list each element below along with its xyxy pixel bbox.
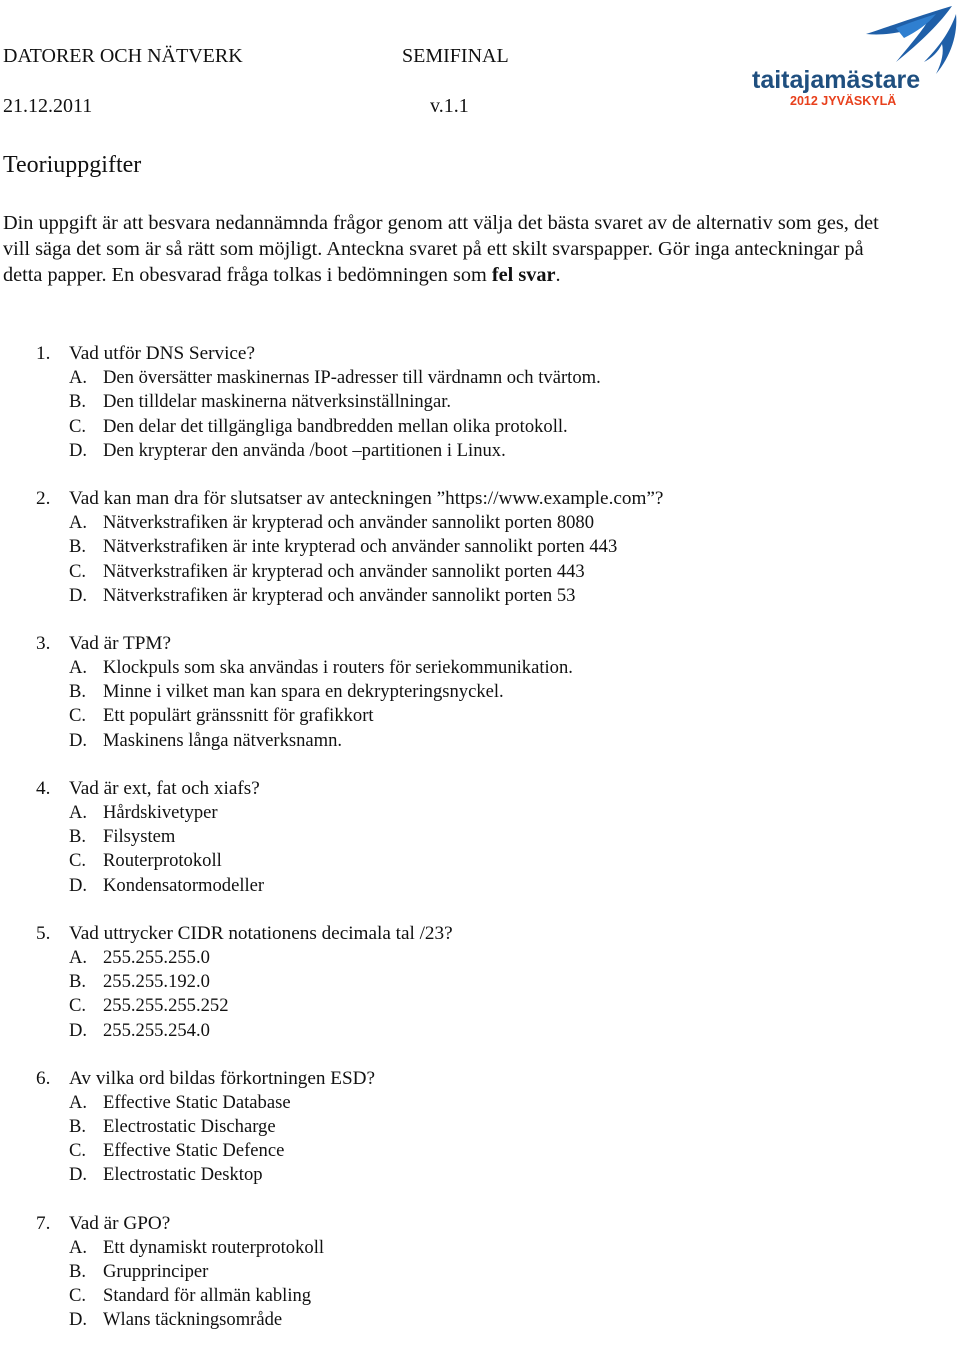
option-text: Effective Static Defence (103, 1140, 285, 1162)
option-label: B. (69, 1261, 87, 1282)
answer-option (0, 994, 960, 1018)
option-label: B. (69, 536, 87, 558)
question-text: Vad är GPO? (69, 1212, 171, 1234)
answer-option (0, 849, 960, 873)
option-label: C. (69, 1285, 87, 1307)
answer-option (0, 1260, 960, 1284)
option-text: Den delar det tillgängliga bandbredden mellan olika protokoll. (103, 415, 568, 437)
option-text: Grupprinciper (103, 1261, 209, 1282)
option-label: A. (69, 946, 88, 968)
option-label: A. (69, 657, 88, 679)
option-text: Electrostatic Desktop (103, 1164, 263, 1186)
option-label: D. (69, 584, 88, 606)
question-text: Vad uttrycker CIDR notationens decimala tal /23? (69, 922, 453, 944)
option-label: C. (69, 995, 87, 1017)
question-row (0, 1067, 960, 1091)
option-text: 255.255.192.0 (103, 971, 210, 993)
question-number: 4. (36, 777, 51, 799)
option-label: D. (69, 1309, 88, 1331)
option-label: B. (69, 826, 87, 848)
question-1 (0, 342, 960, 463)
question-row (0, 777, 960, 801)
answer-option (0, 729, 960, 753)
answer-option (0, 415, 960, 439)
instructions (3, 210, 883, 288)
option-text: Effective Static Database (103, 1091, 291, 1113)
question-2 (0, 487, 960, 608)
answer-option (0, 704, 960, 728)
option-label: D. (69, 1164, 88, 1186)
header-stage: SEMIFINAL (402, 45, 509, 67)
option-label: D. (69, 729, 88, 751)
instructions-emphasis: fel svar (491, 264, 556, 286)
option-text: 255.255.254.0 (103, 1019, 210, 1041)
option-label: B. (69, 681, 87, 703)
option-text: Nätverkstrafiken är krypterad och använder sannolikt porten 443 (103, 560, 585, 582)
question-text: Vad är TPM? (69, 632, 171, 654)
option-text: Electrostatic Discharge (103, 1116, 276, 1138)
question-number: 2. (36, 487, 51, 509)
option-text: Nätverkstrafiken är krypterad och använder sannolikt porten 53 (103, 584, 576, 606)
answer-option (0, 1284, 960, 1308)
answer-option (0, 1236, 960, 1260)
option-label: D. (69, 874, 88, 896)
instructions-text: Din uppgift är att besvara nedannämnda frågor genom att välja det bästa svaret av de alternativ som ges, det vill säga det som är så rätt som möjligt. Anteckna svaret på ett skilt svarspapper. Gör inga anteckningar på detta papper. En obesvarad fråga tolkas i bedömningen som (3, 212, 879, 286)
header-course: DATORER OCH NÄTVERK (3, 45, 243, 67)
option-label: C. (69, 1140, 87, 1162)
question-text: Vad utför DNS Service? (69, 343, 255, 364)
answer-option (0, 656, 960, 680)
question-text: Vad kan man dra för slutsatser av anteckningen ”https://www.example.com”? (69, 487, 664, 509)
answer-option (0, 801, 960, 825)
instructions-end: . (555, 264, 561, 286)
option-label: D. (69, 439, 88, 461)
option-text: Ett populärt gränssnitt för grafikkort (103, 705, 374, 727)
answer-option (0, 946, 960, 970)
question-6 (0, 1067, 960, 1188)
question-4 (0, 777, 960, 898)
question-row (0, 1212, 960, 1236)
answer-option (0, 1163, 960, 1187)
option-label: A. (69, 802, 88, 823)
header-version: v.1.1 (430, 95, 469, 117)
question-row (0, 632, 960, 656)
answer-option (0, 680, 960, 704)
option-text: Routerprotokoll (103, 850, 222, 872)
answer-option (0, 584, 960, 608)
option-label: A. (69, 1091, 88, 1113)
option-text: Minne i vilket man kan spara en dekrypteringsnyckel. (103, 681, 504, 703)
question-number: 3. (36, 632, 51, 654)
question-number: 5. (36, 922, 51, 944)
option-text: Standard för allmän kabling (103, 1285, 312, 1307)
question-row (0, 922, 960, 946)
question-5 (0, 922, 960, 1043)
question-number: 1. (36, 343, 51, 364)
answer-option (0, 560, 960, 584)
question-number: 6. (36, 1067, 51, 1089)
option-label: B. (69, 1116, 87, 1138)
option-label: B. (69, 391, 87, 413)
answer-option (0, 511, 960, 535)
logo-subtitle: 2012 JYVÄSKYLÄ (790, 94, 897, 108)
answer-option (0, 390, 960, 414)
option-label: C. (69, 560, 87, 582)
answer-option (0, 1115, 960, 1139)
option-text: Hårdskivetyper (103, 802, 218, 823)
logo-wordmark: taitajamästare (752, 66, 921, 94)
option-text: 255.255.255.0 (103, 946, 210, 968)
option-label: C. (69, 705, 87, 727)
question-list (0, 342, 960, 1357)
page-title: Teoriuppgifter (3, 152, 142, 178)
header-date: 21.12.2011 (3, 95, 93, 117)
option-text: Filsystem (103, 826, 176, 848)
option-text: Maskinens långa nätverksnamn. (103, 729, 343, 751)
answer-option (0, 1091, 960, 1115)
answer-option (0, 366, 960, 390)
option-label: A. (69, 1236, 88, 1258)
answer-option (0, 874, 960, 898)
option-text: Nätverkstrafiken är krypterad och använder sannolikt porten 8080 (103, 512, 595, 534)
option-label: A. (69, 367, 88, 389)
answer-option (0, 535, 960, 559)
question-row (0, 342, 960, 366)
option-label: C. (69, 415, 87, 437)
option-text: Nätverkstrafiken är inte krypterad och använder sannolikt porten 443 (103, 536, 618, 558)
question-text: Vad är ext, fat och xiafs? (69, 777, 260, 799)
question-number: 7. (36, 1212, 51, 1234)
question-3 (0, 632, 960, 753)
option-text: Den krypterar den använda /boot –partitionen i Linux. (103, 439, 506, 461)
option-text: Wlans täckningsområde (103, 1309, 283, 1331)
option-label: A. (69, 512, 88, 534)
option-text: Den översätter maskinernas IP-adresser till värdnamn och tvärtom. (103, 367, 601, 389)
question-7 (0, 1212, 960, 1333)
option-text: Den tilldelar maskinerna nätverksinställningar. (103, 391, 452, 413)
option-label: B. (69, 971, 87, 993)
option-text: Ett dynamiskt routerprotokoll (103, 1236, 325, 1258)
answer-option (0, 439, 960, 463)
answer-option (0, 1308, 960, 1332)
question-row (0, 487, 960, 511)
option-text: 255.255.255.252 (103, 995, 229, 1017)
answer-option (0, 970, 960, 994)
option-label: C. (69, 850, 87, 872)
answer-option (0, 1139, 960, 1163)
option-label: D. (69, 1019, 88, 1041)
taitajamastare-logo (746, 4, 960, 108)
option-text: Kondensatormodeller (103, 874, 265, 896)
answer-option (0, 1019, 960, 1043)
answer-option (0, 825, 960, 849)
question-text: Av vilka ord bildas förkortningen ESD? (69, 1067, 376, 1089)
option-text: Klockpuls som ska användas i routers för seriekommunikation. (103, 657, 573, 679)
